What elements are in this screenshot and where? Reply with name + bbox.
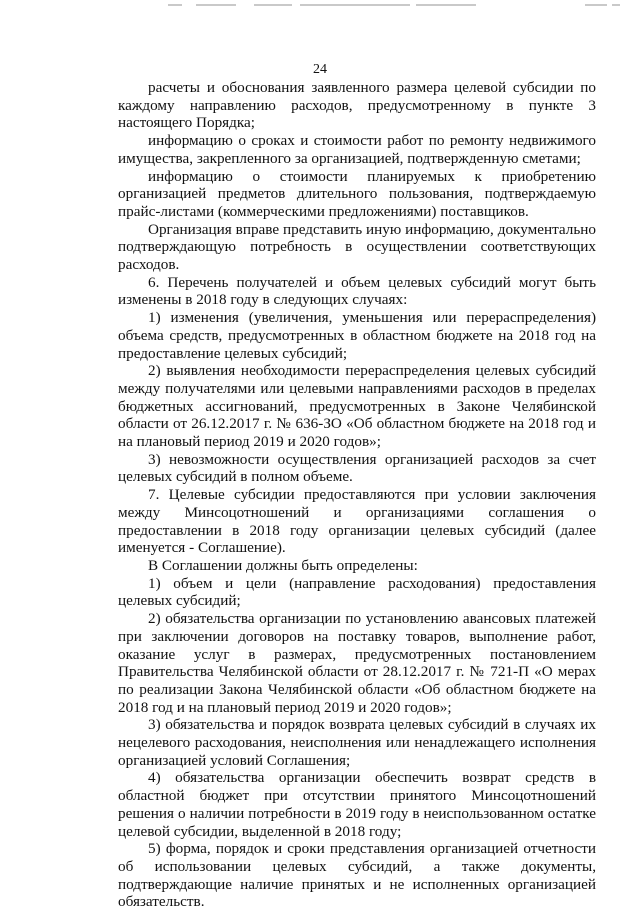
document-body bbox=[118, 79, 596, 911]
page-number: 24 bbox=[313, 62, 327, 77]
paragraph: информацию о стоимости планируемых к приобретению организацией предметов длительного пользования, подтверждаемую прайс-листами (коммерческими предложениями) поставщиков. bbox=[118, 167, 596, 220]
paragraph: 3) обязательства и порядок возврата целевых субсидий в случаях их нецелевого расходования, неисполнения или ненадлежащего исполнения организацией условий Соглашения; bbox=[118, 716, 596, 769]
paragraph: В Соглашении должны быть определены: bbox=[148, 556, 418, 574]
paragraph: 1) объем и цели (направление расходования) предоставления целевых субсидий; bbox=[118, 574, 596, 610]
paragraph: 4) обязательства организации обеспечить возврат средств в областной бюджет при отсутствии принятого Минсоцотношений решения о наличии потребности в 2019 году в неиспользованном остатке целевой субсидии, выделенной в 2018 году; bbox=[118, 769, 596, 840]
paragraph: 2) обязательства организации по установлению авансовых платежей при заключении договоров на поставку товаров, выполнение работ, оказание услуг в размерах, предусмотренных постановлением Правительства Челябинской области от 28.12.2017 г. № 721-П «О мерах по реализации Закона Челябинской области «Об областном бюджете на 2018 год и на плановый период 2019 и 2020 годов»; bbox=[118, 610, 596, 716]
paragraph: 7. Целевые субсидии предоставляются при условии заключения между Минсоцотношений и организациями соглашения о предоставлении в 2018 году организации целевых субсидий (далее именуется - Соглашение). bbox=[118, 486, 596, 557]
paragraph: 1) изменения (увеличения, уменьшения или перераспределения) объема средств, предусмотренных в областном бюджете на 2018 год на предоставление целевых субсидий; bbox=[118, 309, 596, 362]
scan-artifacts bbox=[0, 0, 640, 14]
paragraph: Организация вправе представить иную информацию, документально подтверждающую потребность в осуществлении соответствующих расходов. bbox=[118, 220, 596, 274]
paragraph: 3) невозможности осуществления организацией расходов за счет целевых субсидий в полном объеме. bbox=[118, 450, 596, 486]
paragraph: информацию о сроках и стоимости работ по ремонту недвижимого имущества, закрепленного за организацией, подтвержденную сметами; bbox=[118, 132, 596, 167]
paragraph: 5) форма, порядок и сроки представления организацией отчетности об использовании целевых субсидий, а также документы, подтверждающие наличие принятых и не исполненных организацией обязательств. bbox=[118, 840, 596, 911]
paragraph: 2) выявления необходимости перераспределения целевых субсидий между получателями или целевыми направлениями расходов в пределах бюджетных ассигнований, предусмотренных в Законе Челябинской области от 26.12.2017 г. № 636-ЗО «Об областном бюджете на 2018 год и на плановый период 2019 и 2020 годов»; bbox=[118, 362, 596, 451]
paragraph: расчеты и обоснования заявленного размера целевой субсидии по каждому направлению расходов, предусмотренному в пункте 3 настоящего Порядка; bbox=[118, 79, 596, 132]
paragraph: 6. Перечень получателей и объем целевых субсидий могут быть изменены в 2018 году в следующих случаях: bbox=[118, 273, 596, 309]
